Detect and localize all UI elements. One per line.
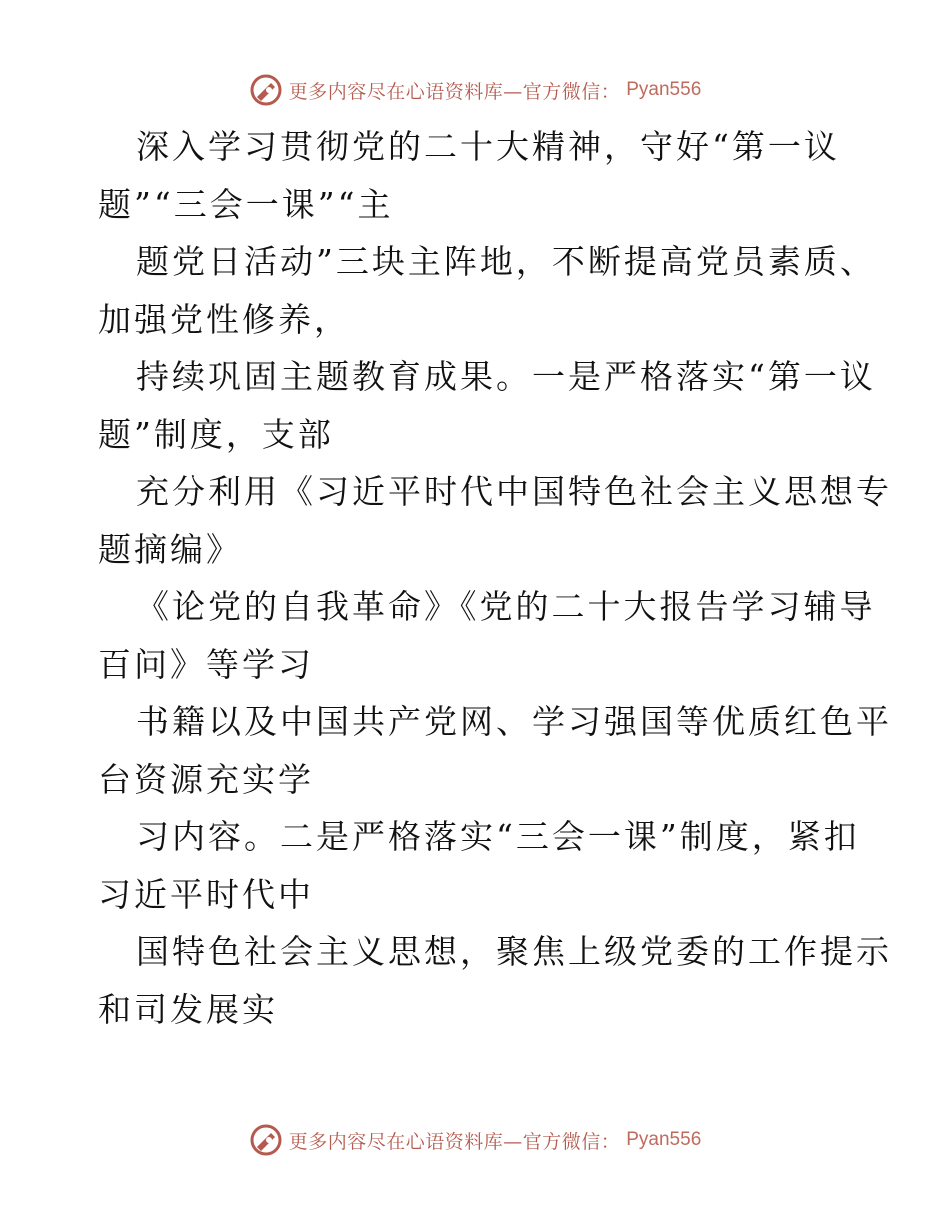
paragraph-line: 题”制度，支部 xyxy=(98,414,334,454)
paragraph-2 xyxy=(0,233,950,348)
paragraph-line: 《论党的自我革命》《党的二十大报告学习辅导 xyxy=(136,587,876,626)
paragraph-line: 题摘编》 xyxy=(98,529,242,569)
paragraph-line: 持续巩固主题教育成果。一是严格落实“第一议 xyxy=(136,357,876,396)
paragraph-line: 充分利用《习近平时代中国特色社会主义思想专 xyxy=(136,472,892,511)
paragraph-line: 书籍以及中国共产党网、学习强国等优质红色平 xyxy=(136,702,892,741)
paragraph-7 xyxy=(0,808,950,923)
paragraph-5 xyxy=(0,578,950,693)
footer-contact: Pyan556 xyxy=(626,1129,702,1150)
paragraph-8 xyxy=(0,923,950,1038)
paragraph-line: 台资源充实学 xyxy=(98,759,314,799)
paragraph-3 xyxy=(0,348,950,463)
header-banner-text: 更多内容尽在心语资料库—官方微信： xyxy=(288,80,621,103)
paragraph-1 xyxy=(0,118,950,233)
paragraph-line: 和司发展实 xyxy=(98,989,278,1029)
footer-banner xyxy=(0,1120,950,1160)
paragraph-line: 加强党性修养， xyxy=(98,299,350,339)
paragraph-line: 题党日活动”三块主阵地，不断提高党员素质、 xyxy=(136,242,876,281)
paragraph-line: 习近平时代中 xyxy=(98,874,314,914)
paragraph-line: 深入学习贯彻党的二十大精神，守好“第一议 xyxy=(136,127,840,166)
paragraph-6 xyxy=(0,693,950,808)
paragraph-4 xyxy=(0,463,950,578)
paragraph-line: 题”“三会一课”“主 xyxy=(98,184,394,224)
paragraph-line: 习内容。二是严格落实“三会一课”制度，紧扣 xyxy=(136,817,860,856)
pen-nib-circle-icon xyxy=(249,73,283,107)
paragraph-line: 国特色社会主义思想，聚焦上级党委的工作提示 xyxy=(136,932,892,971)
header-banner xyxy=(0,70,950,110)
document-body xyxy=(0,118,950,1038)
footer-banner-text: 更多内容尽在心语资料库—官方微信： xyxy=(288,1130,621,1153)
header-contact: Pyan556 xyxy=(626,79,702,100)
paragraph-line: 百问》等学习 xyxy=(98,644,314,684)
pen-nib-circle-icon xyxy=(249,1123,283,1157)
